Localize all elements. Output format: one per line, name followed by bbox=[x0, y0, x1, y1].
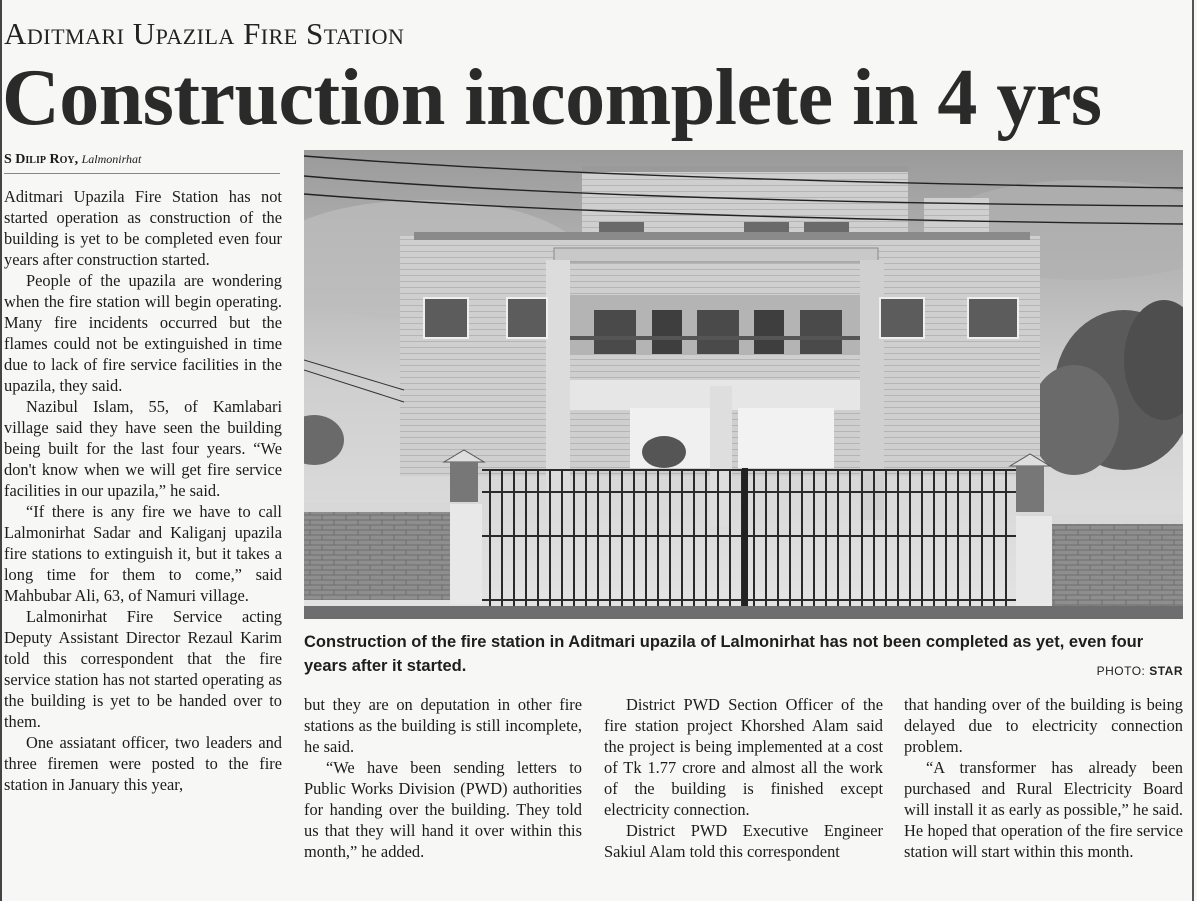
photo-credit-prefix: PHOTO: bbox=[1096, 664, 1146, 678]
byline-author: S Dilip Roy, bbox=[4, 152, 79, 167]
article-column-1 bbox=[4, 186, 282, 795]
article-column-3 bbox=[604, 694, 883, 862]
byline bbox=[4, 152, 280, 174]
paragraph: “A transformer has already been purchased and Rural Electricity Board will install it as early as possible,” he said. He hoped that operation of the fire service station will start within this month. bbox=[904, 758, 1183, 861]
paragraph: Nazibul Islam, 55, of Kamlabari village said they have seen the building being built for the last four years. “We don't know when we will get fire service facilities in our upazila,” he said. bbox=[4, 397, 282, 500]
photo-credit bbox=[1040, 664, 1183, 678]
paragraph: One assiatant officer, two leaders and three firemen were posted to the fire station in January this year, bbox=[4, 733, 282, 794]
paragraph: Lalmonirhat Fire Service acting Deputy Assistant Director Rezaul Karim told this correspondent that the fire service station has not started operating as the building is yet to be handed over to them. bbox=[4, 607, 282, 731]
paragraph: District PWD Section Officer of the fire station project Khorshed Alam said the project is being implemented at a cost of Tk 1.77 crore and almost all the work of the building is finished except electricity connection. bbox=[604, 695, 883, 819]
paragraph: “We have been sending letters to Public Works Division (PWD) authorities for handing over the building. They told us that they will hand it over within this month,” he added. bbox=[304, 758, 582, 861]
paragraph: People of the upazila are wondering when the fire station will begin operating. Many fire incidents occurred but the flames could not be extinguished in time due to lack of fire service facilities in the upazila, they said. bbox=[4, 271, 282, 395]
right-border bbox=[1192, 0, 1194, 901]
paragraph: Aditmari Upazila Fire Station has not started operation as construction of the building is yet to be completed even four years after construction started. bbox=[4, 187, 282, 269]
paragraph: “If there is any fire we have to call Lalmonirhat Sadar and Kaliganj upazila fire stations to extinguish it, but it takes a long time for them to come,” said Mahbubar Ali, 63, of Namuri village. bbox=[4, 502, 282, 605]
paragraph: that handing over of the building is being delayed due to electricity connection problem. bbox=[904, 695, 1183, 756]
article-column-4 bbox=[904, 694, 1183, 862]
kicker: Aditmari Upazila Fire Station bbox=[4, 16, 405, 51]
photo-caption: Construction of the fire station in Aditmari upazila of Lalmonirhat has not been completed as yet, even four years after it started. bbox=[304, 633, 1144, 675]
headline: Construction incomplete in 4 yrs bbox=[2, 54, 1102, 142]
fire-station-photo bbox=[304, 150, 1183, 619]
paragraph: District PWD Executive Engineer Sakiul Alam told this correspondent bbox=[604, 821, 883, 861]
byline-location: Lalmonirhat bbox=[81, 152, 142, 166]
paragraph: but they are on deputation in other fire stations as the building is still incomplete, he said. bbox=[304, 695, 582, 756]
photo-credit-source: STAR bbox=[1149, 664, 1183, 678]
article-column-2 bbox=[304, 694, 582, 862]
